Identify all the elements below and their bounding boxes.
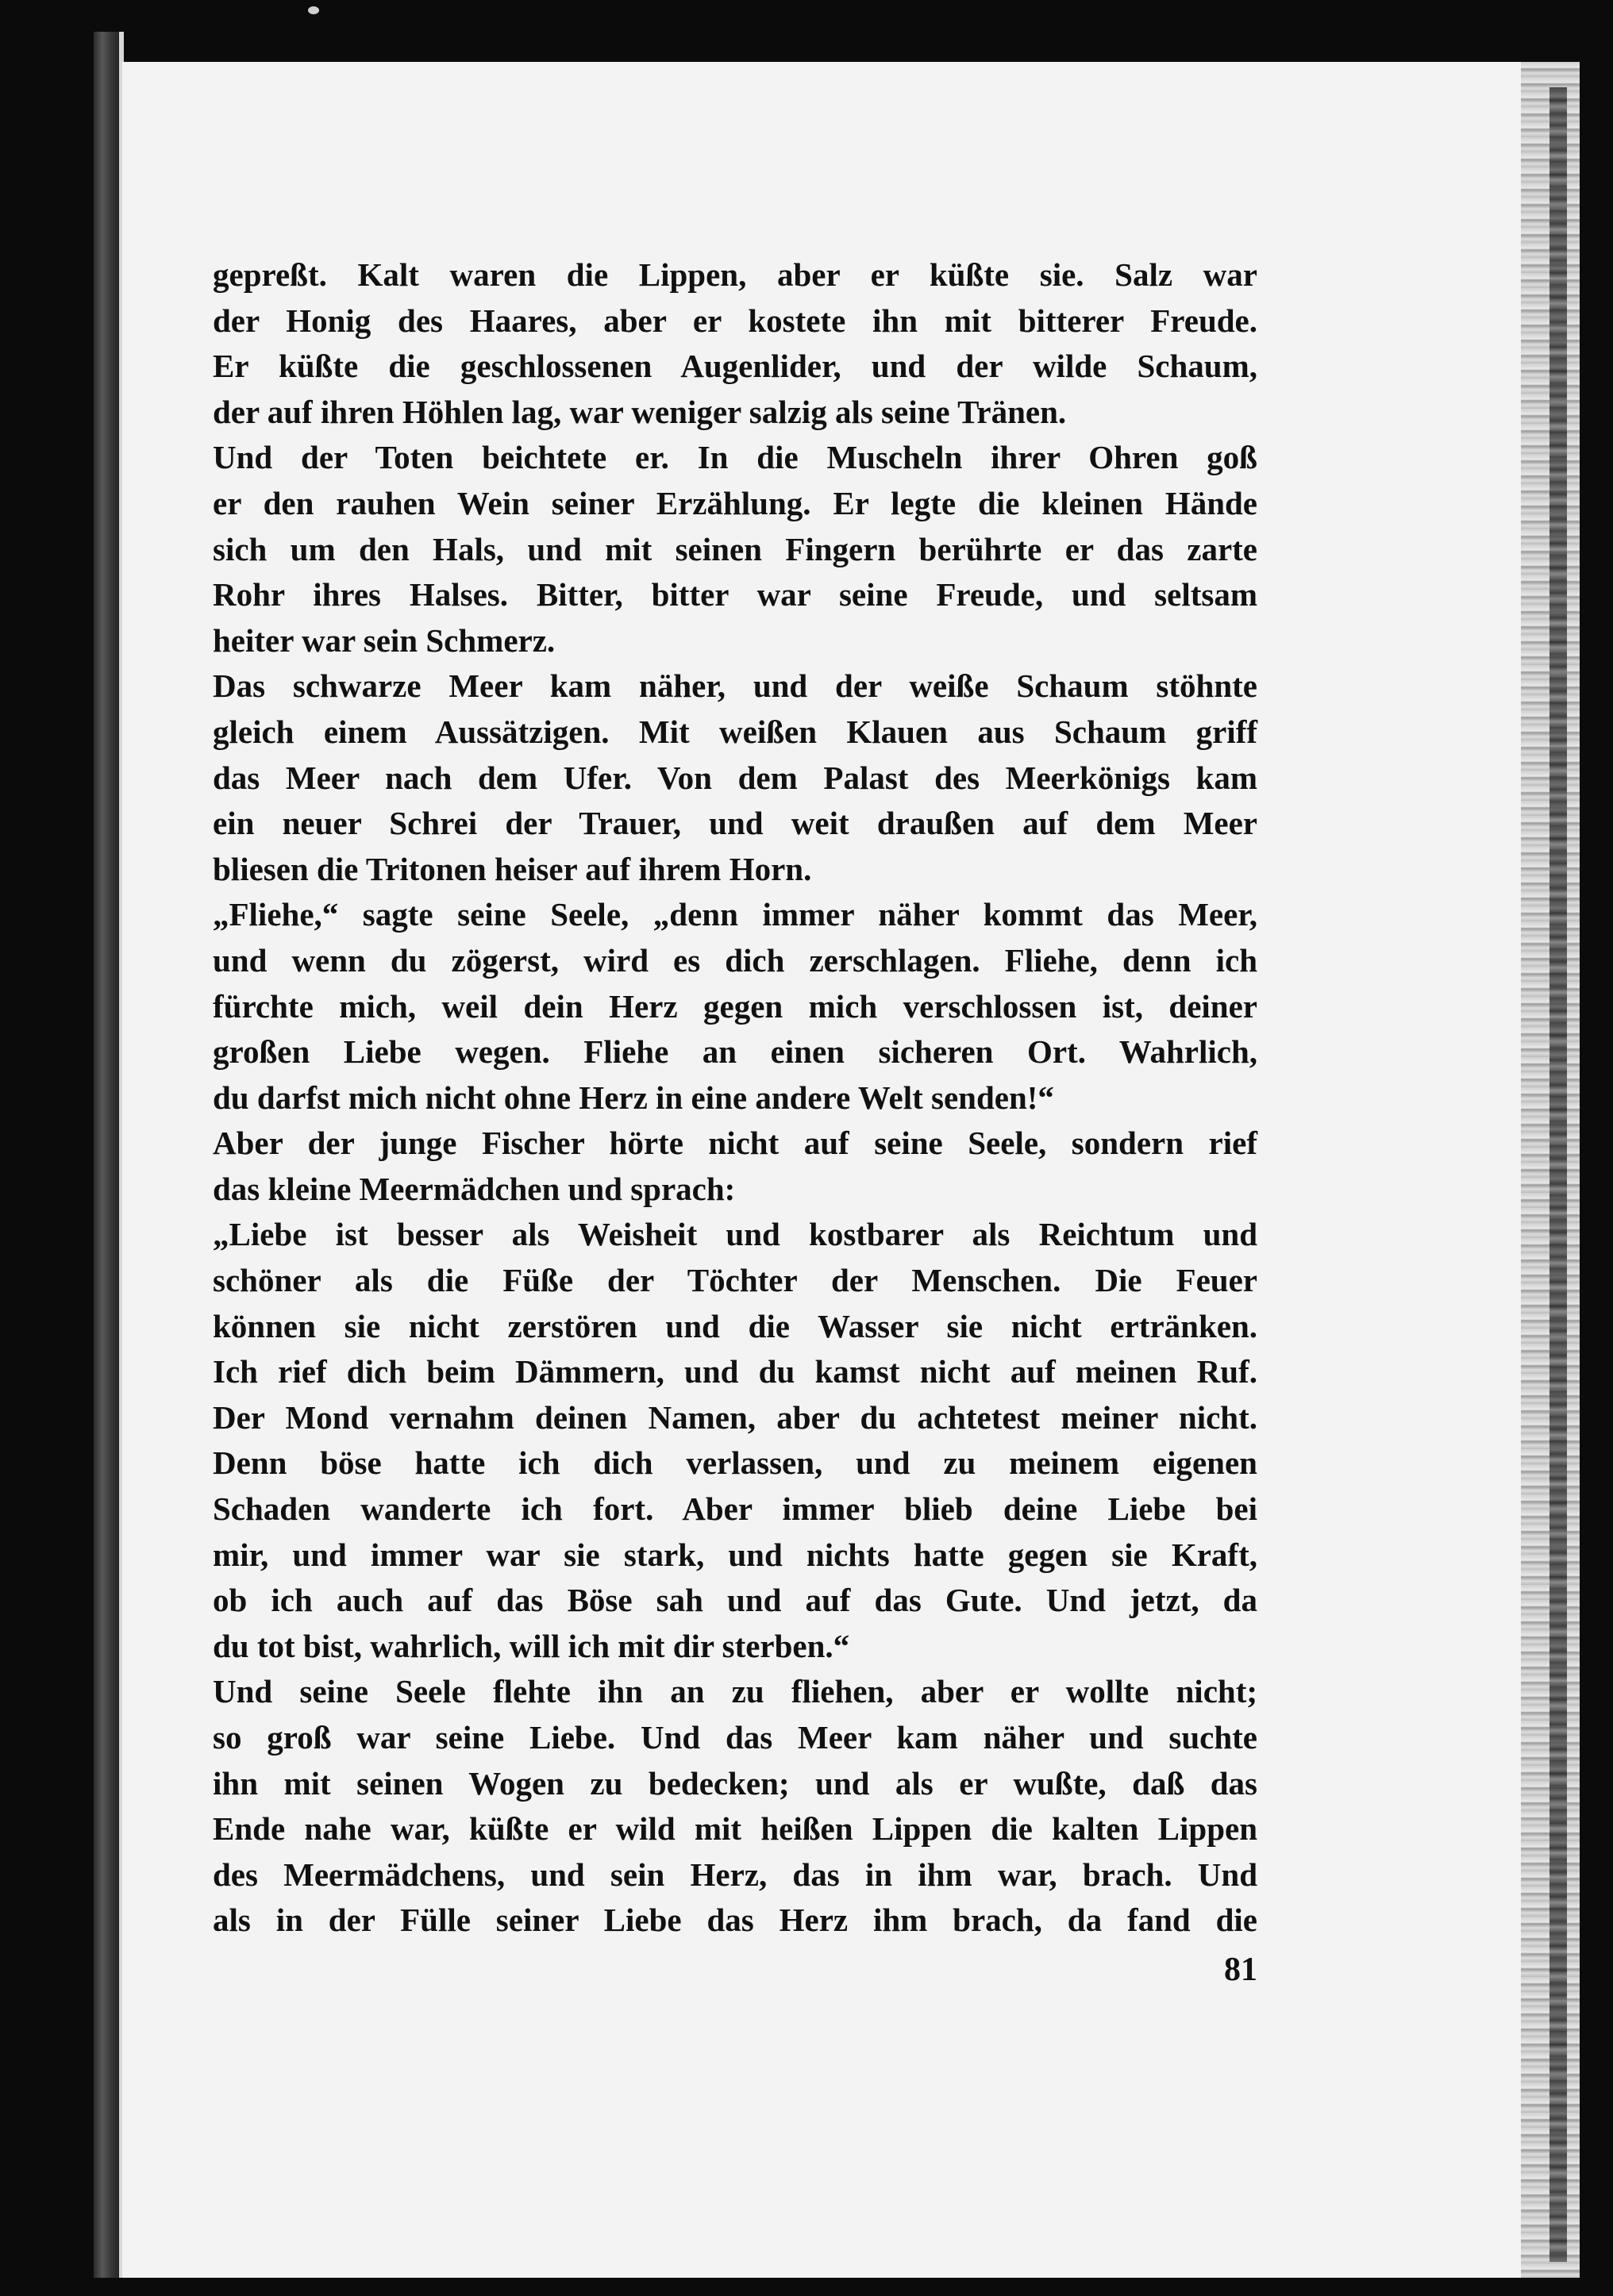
text-line: Schaden wanderte ich fort. Aber immer blieb deine Liebe bei [213,1490,1257,1528]
text-line: du darfst mich nicht ohne Herz in eine andere Welt senden!“ [213,1079,1054,1116]
text-line: Das schwarze Meer kam näher, und der weiße Schaum stöhnte [213,667,1257,705]
book-binding-edge [94,32,122,2278]
text-line: „Liebe ist besser als Weisheit und kostbarer als Reichtum und [213,1216,1257,1253]
text-line: Er küßte die geschlossenen Augenlider, und der wilde Schaum, [213,348,1257,385]
text-line: Und der Toten beichtete er. In die Muscheln ihrer Ohren goß [213,439,1257,476]
text-line: Ich rief dich beim Dämmern, und du kamst nicht auf meinen Ruf. [213,1353,1257,1390]
text-line: großen Liebe wegen. Fliehe an einen sicheren Ort. Wahrlich, [213,1033,1257,1071]
text-line: mir, und immer war sie stark, und nichts hatte gegen sie Kraft, [213,1536,1257,1573]
text-line: Rohr ihres Halses. Bitter, bitter war seine Freude, und seltsam [213,576,1257,613]
dust-speck [308,6,319,14]
page-number: 81 [1224,1952,1257,1988]
text-line: der auf ihren Höhlen lag, war weniger salzig als seine Tränen. [213,393,1067,430]
text-line: bliesen die Tritonen heiser auf ihrem Horn. [213,850,812,887]
text-line: das kleine Meermädchen und sprach: [213,1170,736,1207]
text-line: der Honig des Haares, aber er kostete ihn mit bitterer Freude. [213,302,1257,339]
text-line: gleich einem Aussätzigen. Mit weißen Klauen aus Schaum griff [213,713,1257,750]
text-line: sich um den Hals, und mit seinen Fingern berührte er das zarte [213,530,1257,567]
text-line: so groß war seine Liebe. Und das Meer kam näher und suchte [213,1719,1257,1756]
text-line: er den rauhen Wein seiner Erzählung. Er legte die kleinen Hände [213,484,1257,521]
text-line: Und seine Seele flehte ihn an zu fliehen, aber er wollte nicht; [213,1673,1257,1710]
body-text [213,252,1257,1944]
text-line: fürchte mich, weil dein Herz gegen mich verschlossen ist, deiner [213,987,1257,1025]
text-line: ein neuer Schrei der Trauer, und weit draußen auf dem Meer [213,805,1257,842]
text-line: und wenn du zögerst, wird es dich zerschlagen. Fliehe, denn ich [213,941,1257,979]
text-line: „Fliehe,“ sagte seine Seele, „denn immer näher kommt das Meer, [213,896,1257,933]
text-line: Ende nahe war, küßte er wild mit heißen Lippen die kalten Lippen [213,1810,1257,1848]
text-line: können sie nicht zerstören und die Wasser sie nicht ertränken. [213,1307,1257,1344]
text-line: ob ich auch auf das Böse sah und auf das Gute. Und jetzt, da [213,1582,1257,1619]
text-line: heiter war sein Schmerz. [213,621,556,659]
text-line: Der Mond vernahm deinen Namen, aber du achtetest meiner nicht. [213,1398,1257,1436]
text-line: Aber der junge Fischer hörte nicht auf seine Seele, sondern rief [213,1125,1257,1162]
text-line: ihn mit seinen Wogen zu bedecken; und als er wußte, daß das [213,1764,1257,1802]
text-line: Denn böse hatte ich dich verlassen, und zu meinem eigenen [213,1444,1257,1482]
text-line: das Meer nach dem Ufer. Von dem Palast des Meerkönigs kam [213,759,1257,796]
page-stack-shadow [1549,87,1567,2262]
text-line: du tot bist, wahrlich, will ich mit dir sterben.“ [213,1627,850,1664]
text-line: gepreßt. Kalt waren die Lippen, aber er küßte sie. Salz war [213,256,1257,293]
text-line: als in der Fülle seiner Liebe das Herz ihm brach, da fand die [213,1902,1257,1939]
text-line: schöner als die Füße der Töchter der Menschen. Die Feuer [213,1262,1257,1299]
text-line: des Meermädchens, und sein Herz, das in ihm war, brach. Und [213,1856,1257,1893]
